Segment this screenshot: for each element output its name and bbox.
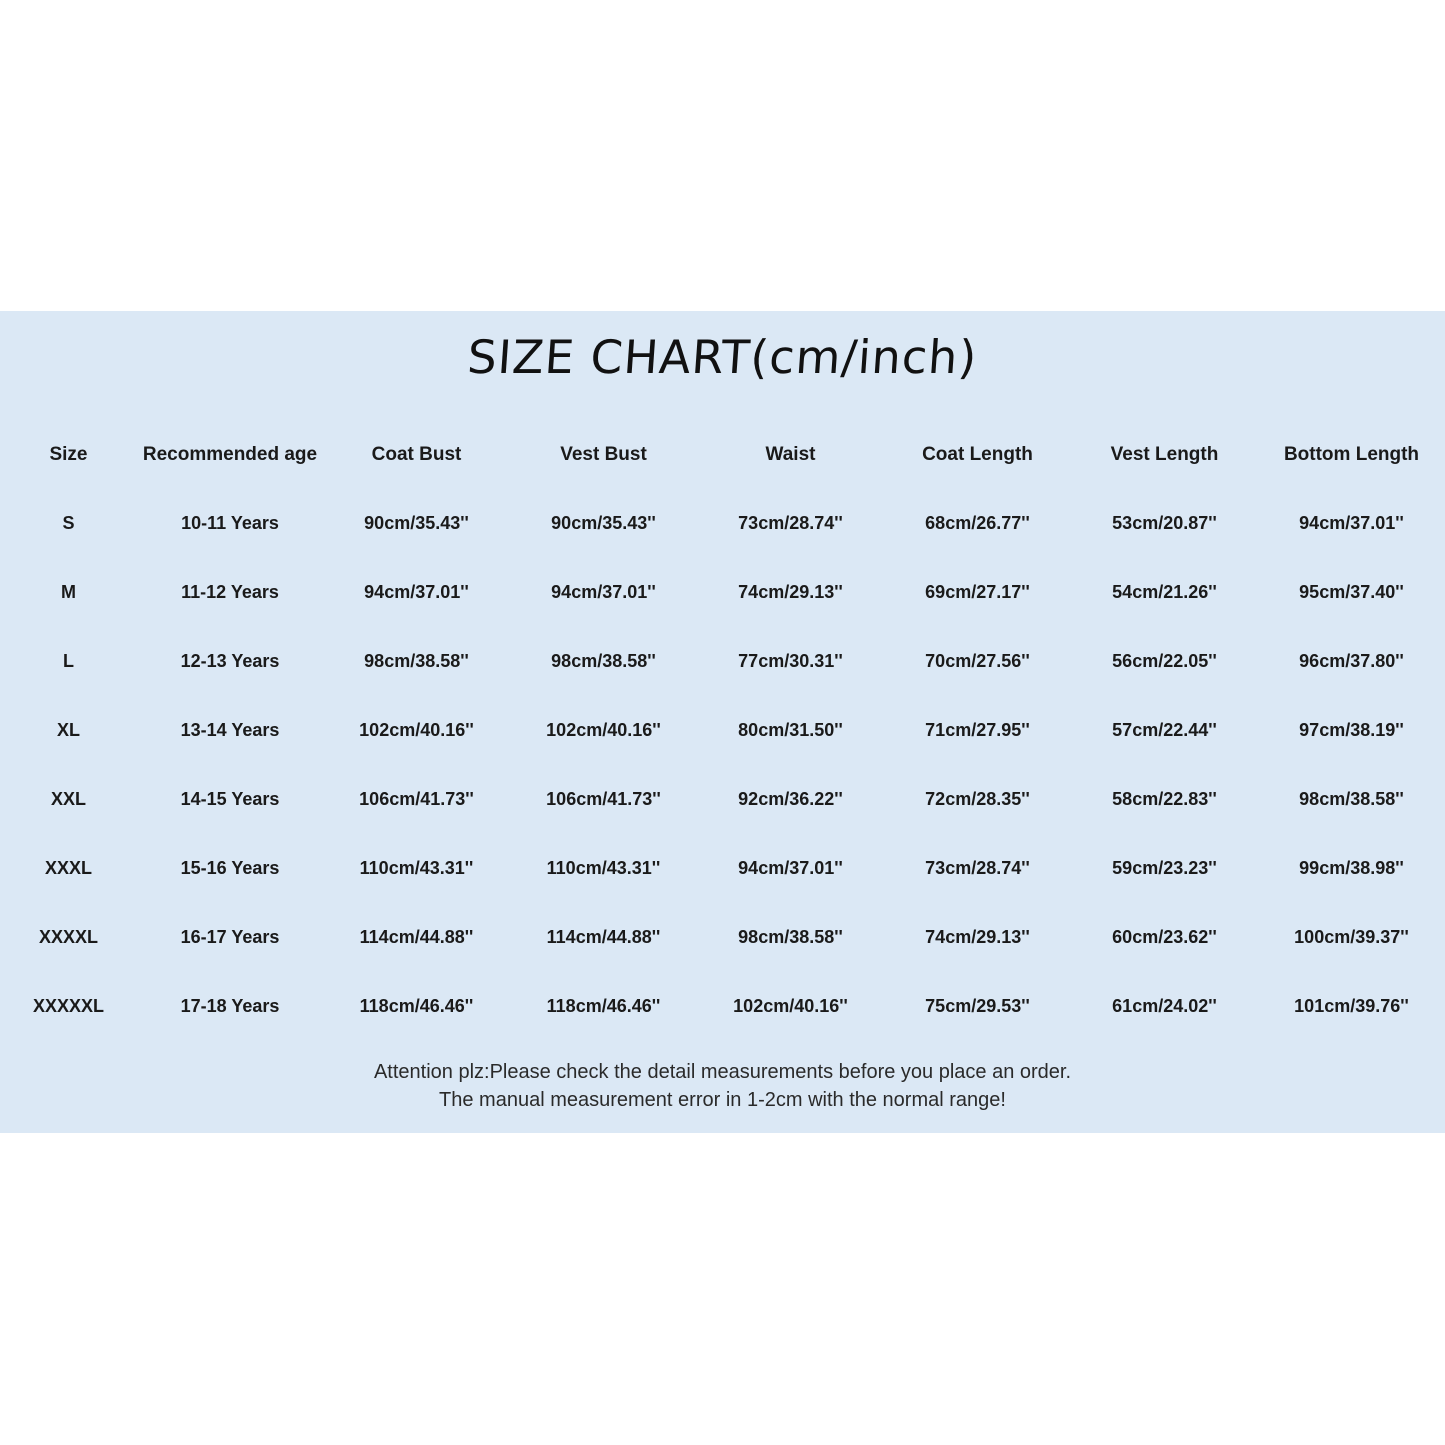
table-cell: 74cm/29.13'' <box>925 927 1030 947</box>
table-cell: 12-13 Years <box>180 651 280 671</box>
table-cell: 100cm/39.37'' <box>1294 927 1409 947</box>
table-cell: 99cm/38.98'' <box>1299 858 1404 878</box>
table-cell: 10-11 Years <box>181 513 279 533</box>
table-cell: 90cm/35.43'' <box>551 513 656 533</box>
table-header-row <box>0 420 1445 489</box>
table-cell: 14-15 Years <box>180 789 280 809</box>
table-cell: 98cm/38.58'' <box>364 651 469 671</box>
table-cell: 98cm/38.58'' <box>1299 789 1404 809</box>
table-row <box>0 627 1445 696</box>
table-cell: 69cm/27.17'' <box>925 582 1030 602</box>
table-row <box>0 696 1445 765</box>
header-vest-length: Vest Length <box>1110 443 1219 465</box>
table-cell: 94cm/37.01'' <box>1299 513 1404 533</box>
table-cell: 74cm/29.13'' <box>738 582 843 602</box>
table-cell: 54cm/21.26'' <box>1112 582 1217 602</box>
header-waist: Waist <box>765 443 816 465</box>
table-cell: 96cm/37.80'' <box>1299 651 1404 671</box>
table-cell: 102cm/40.16'' <box>733 996 848 1016</box>
table-cell: 68cm/26.77'' <box>925 513 1030 533</box>
table-row <box>0 558 1445 627</box>
table-cell: 106cm/41.73'' <box>359 789 474 809</box>
table-cell: 94cm/37.01'' <box>364 582 469 602</box>
table-row <box>0 834 1445 903</box>
header-coat-bust: Coat Bust <box>371 443 462 465</box>
table-row <box>0 903 1445 972</box>
table-cell: 98cm/38.58'' <box>551 651 656 671</box>
table-cell: 97cm/38.19'' <box>1299 720 1404 740</box>
table-cell: 94cm/37.01'' <box>551 582 656 602</box>
table-cell: 114cm/44.88'' <box>546 927 661 947</box>
chart-title: SIZE CHART(cm/inch) <box>465 330 980 384</box>
header-coat-length: Coat Length <box>922 443 1033 465</box>
table-cell: 118cm/46.46'' <box>546 996 661 1016</box>
table-cell: 73cm/28.74'' <box>738 513 843 533</box>
header-bottom-length: Bottom Length <box>1283 443 1420 465</box>
table-cell: 13-14 Years <box>180 720 280 740</box>
table-cell: 17-18 Years <box>180 996 280 1016</box>
table-cell: 15-16 Years <box>180 858 280 878</box>
table-cell: 71cm/27.95'' <box>925 720 1030 740</box>
table-cell: 95cm/37.40'' <box>1299 582 1404 602</box>
table-cell: 110cm/43.31'' <box>546 858 661 878</box>
table-cell: 106cm/41.73'' <box>546 789 661 809</box>
table-cell: 72cm/28.35'' <box>925 789 1030 809</box>
size-table <box>0 420 1445 1041</box>
table-cell: XXL <box>50 789 86 809</box>
table-cell: 102cm/40.16'' <box>546 720 661 740</box>
table-cell: 16-17 Years <box>180 927 280 947</box>
attention-note: Attention plz:Please check the detail measurements before you place an order. <box>373 1061 1072 1083</box>
table-cell: L <box>63 651 74 671</box>
table-row <box>0 489 1445 558</box>
table-cell: 90cm/35.43'' <box>364 513 469 533</box>
table-cell: XXXXXL <box>32 996 105 1016</box>
table-cell: 101cm/39.76'' <box>1294 996 1409 1016</box>
table-cell: S <box>62 513 75 533</box>
table-cell: XXXXL <box>38 927 99 947</box>
table-cell: 11-12 Years <box>181 582 279 602</box>
header-vest-bust: Vest Bust <box>560 443 647 465</box>
table-cell: 80cm/31.50'' <box>738 720 843 740</box>
table-cell: 53cm/20.87'' <box>1112 513 1217 533</box>
table-cell: 70cm/27.56'' <box>925 651 1030 671</box>
table-cell: 92cm/36.22'' <box>738 789 843 809</box>
table-cell: 60cm/23.62'' <box>1112 927 1217 947</box>
table-cell: 56cm/22.05'' <box>1112 651 1217 671</box>
header-size: Size <box>49 443 88 465</box>
table-cell: 57cm/22.44'' <box>1112 720 1217 740</box>
table-cell: 94cm/37.01'' <box>738 858 843 878</box>
table-cell: 58cm/22.83'' <box>1112 789 1217 809</box>
table-row <box>0 972 1445 1041</box>
table-cell: XL <box>56 720 80 740</box>
table-cell: 114cm/44.88'' <box>359 927 474 947</box>
measurement-error-note: The manual measurement error in 1-2cm with the normal range! <box>439 1089 1006 1111</box>
table-cell: XXXL <box>44 858 92 878</box>
table-cell: 61cm/24.02'' <box>1112 996 1217 1016</box>
header-recommended-age: Recommended age <box>142 443 318 465</box>
table-cell: 77cm/30.31'' <box>738 651 843 671</box>
table-row <box>0 765 1445 834</box>
table-cell: 102cm/40.16'' <box>359 720 474 740</box>
table-cell: M <box>61 582 76 602</box>
table-cell: 73cm/28.74'' <box>925 858 1030 878</box>
table-cell: 75cm/29.53'' <box>925 996 1030 1016</box>
table-cell: 118cm/46.46'' <box>359 996 474 1016</box>
table-cell: 59cm/23.23'' <box>1112 858 1217 878</box>
table-cell: 110cm/43.31'' <box>359 858 474 878</box>
table-cell: 98cm/38.58'' <box>738 927 843 947</box>
